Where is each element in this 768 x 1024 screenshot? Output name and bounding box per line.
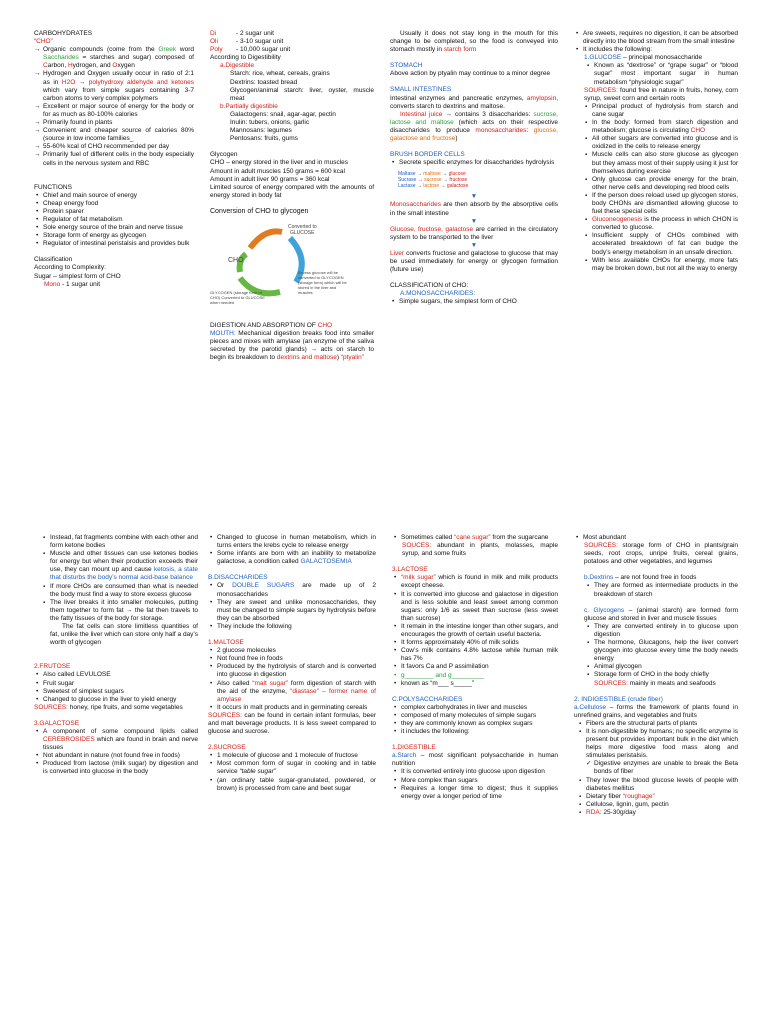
list-item: • Changed to glucose in the liver to yield energy: [43, 696, 198, 704]
list-item: → Convenient and cheaper source of calories 80% (source in low income families_: [43, 127, 194, 143]
list-item: • composed of many molecules of simple sugars: [401, 712, 558, 720]
paragraph: Usually it does not stay long in the mouth for this change to be completed, so the food is conveyed into stomach mostly in starch form: [390, 30, 558, 54]
text-line: Galactogens: snail, agar-agar, pectin: [230, 110, 336, 118]
equation-row: Lactase → lactose → galactose: [398, 183, 469, 190]
list: [392, 704, 558, 736]
list: [208, 752, 376, 792]
list-item: ▪ If more CHOs are consumed than what is needed the body must find a way to store excess glucose: [50, 583, 198, 599]
list-item: ▪ They lower the blood glucose levels of people with diabetes mellitus: [586, 777, 738, 793]
column-8: [574, 534, 738, 817]
column-6: [208, 534, 376, 793]
list: [392, 534, 558, 542]
equation-row: Maltase → maltose → glucose: [398, 171, 466, 178]
diagram-label-converted: Converted to: [288, 223, 317, 230]
list-item: • they are commonly known as complex sugars: [401, 720, 558, 728]
list-item: → Hydrogen and Oxygen usually occur in ratio of 2:1 as in H2O → polyhydroxy aldehyde and ketones which vary from simple sugars containing 3-7 carbon atoms to very complex polymers: [43, 70, 194, 102]
subheading: 3.LACTOSE: [392, 566, 428, 574]
paragraph: Monosaccharides are then absorb by the absorptive cells in the small intestine: [390, 201, 558, 217]
functions-heading: FUNCTIONS: [34, 183, 72, 191]
paragraph: SOURCES: can be found in certain infant formulas, beer and malt beverage products. It is less sweet compared to glucose and sucrose.: [208, 711, 376, 736]
text-line: Mannosans: legumes: [230, 127, 292, 135]
list: [390, 159, 558, 167]
list-item: → Excellent or major source of energy for the body or for as much as 80-100% calories: [43, 103, 194, 119]
list-item: • it includes the following:: [401, 728, 558, 736]
list: [392, 574, 558, 687]
list-item: • complex carbohydrates in liver and muscles: [401, 704, 558, 712]
list-item: • (an ordinary table sugar-granulated, powdered, or brown) is processed from cane and beet sugar: [217, 777, 376, 793]
list-item: ▪ Muscle cells can also store glucose as glycogen but they amass most of their supply using it just for themselves during exercise: [592, 151, 738, 175]
subtitle: “CHO”: [34, 38, 53, 46]
subheading: 1.DIGESTIBLE: [392, 744, 436, 752]
diagram-label-glucose: GLUCOSE: [290, 229, 315, 236]
subheading: a.Digestible: [220, 62, 254, 70]
list-item: • It remain in the intestine longer than other sugars, and encourages the growth of certain useful bacteria.: [401, 623, 558, 639]
paragraph: Intestinal enzymes and pancreatic enzymes, amylopsin, converts starch to dextrins and maltose.: [390, 94, 558, 110]
subheading: B.DISACCHARIDES: [208, 574, 268, 582]
list-item: • They are sweet and unlike monosaccharides, they must be changed to simple sugars by hydrolysis before they can be absorbed: [217, 599, 376, 623]
list-item: • Secrete specific enzymes for disaccharides hydrolysis: [399, 159, 558, 167]
list: [34, 728, 198, 777]
list-item: → 55-60% kcal of CHO recommended per day: [43, 143, 194, 151]
section-title: CARBOHYDRATES: [34, 30, 93, 37]
column-4: [574, 30, 738, 273]
list-item: ▪ The liver breaks it into smaller molecules, putting them together to form fat → the fat then travels to the fatty tissues of the body for storage.: [50, 599, 198, 623]
subheading: 1.MALTOSE: [208, 639, 244, 647]
list-item: ▪ Dietary fiber “roughage”: [586, 793, 738, 801]
diagram-label-cho: CHO: [228, 256, 244, 264]
list-item: • Regulator of intestinal peristalsis and provides bulk: [43, 240, 194, 248]
subheading: CLASSIFICATION of CHO:: [390, 282, 469, 290]
text-line: Dextrins: toasted bread: [230, 78, 298, 86]
list-item: • Also called “malt sugar” form digestion of starch with the aid of the enzyme, “diastase” – former name of amylase: [217, 680, 376, 704]
text-line: Amount in adult liver 90 grams = 360 kcal: [210, 175, 330, 183]
list-item: ▪ Muscle and other tissues can use ketones bodies for energy but when their production exceeds their use, they can mount up and cause ketosis, a state that disturbs the body’s normal acid-base balance: [50, 550, 198, 582]
diagram-label-right: Excess glucose will be converted to GLYCOGEN (storage form) which will be stored in the liver and muscles: [298, 269, 347, 295]
paragraph: The fat cells can store limitless quantities of fat, unlike the liver which can store only half a day’s worth of glycogen: [50, 623, 198, 647]
list: [574, 623, 738, 680]
list: [392, 768, 558, 800]
functions-list: [34, 192, 194, 249]
text-line: CHO – energy stored in the liver and in muscles: [210, 159, 349, 167]
paragraph: SOURCES: storage form of CHO in plants/grain seeds, root crops, unripe fruits, cereal grains, potatoes and other vegetables, and legumes: [584, 542, 738, 566]
text-line: Limited source of energy compared with the amounts of energy stored in body fat: [210, 183, 374, 199]
text-line: Starch: rice, wheat, cereals, grains: [230, 70, 330, 78]
list-item: • Not abundant in nature (not found free in foods): [43, 752, 198, 760]
text-line: Glycogen/animal starch: liver, oyster, muscle meat: [230, 86, 374, 102]
list-item: • Protein sparer: [43, 208, 194, 216]
subheading: b.Partially digestible: [220, 102, 278, 110]
text-line: Sugar – simplest form of CHO: [34, 272, 121, 280]
list-item: ▪ Gluconeogenesis is the process in which CHON is converted to glucose.: [592, 216, 738, 232]
list-item: ▪ Instead, fat fragments combine with each other and form ketone bodies: [50, 534, 198, 550]
equation-row: Sucrase → sucrose → fructose: [398, 177, 468, 184]
diagram-title: Conversion of CHO to glycogen: [210, 207, 309, 215]
list: [574, 30, 738, 54]
text-line: Amount in adult muscles 150 grams = 600 kcal: [210, 167, 345, 175]
list-item: • They include the following: [217, 623, 376, 631]
paragraph: c. Glycogens – (animal starch) are formed form glucose and stored in liver and muscle tissues: [584, 606, 738, 622]
list-item: • known as “m___ s_____”: [401, 680, 558, 688]
arrow-list: [34, 46, 194, 167]
paragraph: SOURCES: mainly in meats and seafoods: [594, 679, 716, 687]
list-item: ▪ With less available CHOs for energy, more fats may be broken down, but not all the way to energy: [592, 257, 738, 273]
list-item: • Sweetest of simplest sugars: [43, 688, 198, 696]
paragraph: MOUTH: Mechanical digestion breaks food into smaller pieces and mixes with amylase (an enzyme of the saliva secreted by the parotid glands) → acts on starch to begin its breakdown to dextrins and maltose) “ptyalin”: [210, 330, 374, 362]
list: [34, 671, 198, 703]
list-item: • 2 glucose molecules: [217, 647, 376, 655]
subheading: BRUSH BORDER CELLS: [390, 151, 465, 159]
section-heading: DIGESTION AND ABSORPTION OF CHO: [210, 321, 333, 329]
list-item: → Organic compounds (come from the Greek word Saccharides = starches and sugar) composed of Carbon, Hydrogen, and Oxygen: [43, 46, 194, 70]
subheading: 2. INDIGESTIBLE (crude fiber): [574, 695, 663, 703]
list-item: • 1 molecule of glucose and 1 molecule of fructose: [217, 752, 376, 760]
subheading: C.POLYSACCHARIDES: [392, 695, 463, 703]
list-item: • Cheap energy food: [43, 200, 194, 208]
list-item: • Requires a longer time to digest; thus it supplies energy over a longer period of time: [401, 785, 558, 801]
text-line: Mono - 1 sugar unit: [44, 280, 101, 288]
down-arrow-icon: ▼: [470, 217, 478, 225]
text-line: Inulin: tubers, onions, garlic: [230, 119, 310, 127]
list: [574, 103, 738, 273]
list-item: • Are sweets, requires no digestion, it can be absorbed directly into the blood stream from the small intestine: [583, 30, 738, 46]
list-item: • Produced from lactose (milk sugar) by digestion and is converted into glucose in the body: [43, 760, 198, 776]
subheading: SMALL INTESTINES: [390, 86, 452, 94]
list-item: • It favors Ca and P assimilation: [401, 663, 558, 671]
subheading: A.MONOSACCHARIDES:: [400, 290, 476, 298]
down-arrow-icon: ▼: [470, 241, 478, 249]
column-7: [392, 534, 558, 801]
column-3: [390, 30, 558, 307]
list-item: ✓ Digestive enzymes are unable to break the Beta bonds of fiber: [594, 760, 738, 776]
text-line: Oli - 3-10 sugar unit: [210, 38, 284, 46]
list: [208, 582, 376, 631]
list-item: • Chief and main source of energy: [43, 192, 194, 200]
paragraph: Above action by ptyalin may continue to a minor degree: [390, 70, 551, 78]
list-item: ▪ Only glucose can provide energy for the brain, other nerve cells and developing red blood cells: [592, 176, 738, 192]
list-item: ▪ RDA: 25-30g/day: [586, 809, 738, 817]
list-item: • Produced by the hydrolysis of starch and is converted into glucose in digestion: [217, 663, 376, 679]
list: [574, 720, 738, 817]
list-item: • Most common form of sugar in cooking and in table service “table sugar”: [217, 760, 376, 776]
down-arrow-icon: ▼: [470, 193, 478, 201]
paragraph: SOURCES: honey, ripe fruits, and some vegetables: [34, 703, 183, 711]
list-item: • Fruit sugar: [43, 680, 198, 688]
list-item: • Not found free in foods: [217, 655, 376, 663]
column-5: [34, 534, 198, 777]
list-item: ▪ The hormone, Glucagons, help the liver convert glycogen into glucose every time the body needs energy: [594, 639, 738, 663]
list-item: • It occurs in malt products and in germinating cereals: [217, 704, 376, 712]
list-item: • Or DOUBLE SUGARS are made up of 2 monosaccharides: [217, 582, 376, 598]
list: [390, 298, 558, 306]
list-item: • Sole energy source of the brain and nerve tissue: [43, 224, 194, 232]
list: [574, 534, 738, 542]
list-item: • More complex than sugars: [401, 777, 558, 785]
paragraph: Glucose, fructose, galactose are carried in the circulatory system to be transported to the liver: [390, 225, 558, 241]
paragraph: a.Starch – most significant polysaccharide in human nutrition: [392, 752, 558, 768]
subheading: 2.SUCROSE: [208, 744, 246, 752]
list-item: ▪ Cellulose, lignin, gum, pectin: [586, 801, 738, 809]
text-line: Pentosans: fruits, gums: [230, 135, 298, 143]
list-item: ▪ Animal glycogen: [594, 663, 738, 671]
list-item: • g________ and g_________: [401, 672, 558, 680]
text-line: According to Digestibility: [210, 54, 281, 62]
text-line: Di - 2 sugar unit: [210, 30, 274, 37]
subheading: 3.GALACTOSE: [34, 719, 80, 727]
list-item: • Regulator of fat metabolism: [43, 216, 194, 224]
cho-glycogen-cycle-diagram: [210, 220, 350, 316]
list-item: • Storage form of energy as glycogen: [43, 232, 194, 240]
list-item: ▪ In the body: formed from starch digestion and metabolism; glucose is circulating CHO: [592, 119, 738, 135]
column-1: [34, 30, 194, 289]
paragraph: Liver converts fructose and galactose to glucose that may be used immediately for energy or glycogen formation (future use): [390, 249, 558, 274]
list-item: • “milk sugar” which is found in milk and milk products except cheese.: [401, 574, 558, 590]
list-item: → Primarily found in plants: [43, 119, 194, 127]
list-item: ▪ Principal product of hydrolysis from starch and cane sugar: [592, 103, 738, 119]
list-item: • Some infants are born with an inability to metabolize galactose, a condition called GALACTOSEMIA: [217, 550, 376, 566]
text-line: Glycogen: [210, 151, 238, 159]
list-item: • Also called LEVULOSE: [43, 671, 198, 679]
list: [574, 62, 738, 86]
list-item: • Most abundant: [583, 534, 738, 542]
column-2: [210, 30, 374, 362]
list-item: ▪ They are converted entirely in to glucose upon digestion: [594, 623, 738, 639]
classification-heading: Classification: [34, 256, 73, 264]
list: [208, 647, 376, 712]
list-item: • Simple sugars, the simplest form of CHO: [399, 298, 558, 306]
list-item: • Sometimes called “cane sugar” from the sugarcane: [401, 534, 558, 542]
subheading: b.Dextrins – are not found free in foods: [584, 574, 697, 582]
paragraph: a.Cellulose – forms the framework of plants found in unrefined grains, and vegetables and fruits: [574, 703, 738, 719]
paragraph: SOURCES: found free in nature in fruits, honey, corn syrup, sweet corn and certain roots: [584, 86, 738, 102]
subheading: 1.GLUCOSE – principal monosaccharide: [584, 54, 703, 62]
list-item: ▪ Storage form of CHO in the body chiefly: [594, 671, 738, 679]
list: [34, 534, 198, 623]
list-item: ▪ Known as “dextrose” or “grape sugar” or “blood sugar” most important sugar in human metabolism “physiologic sugar”: [594, 62, 738, 86]
list-item: ▪ All other sugars are converted into glucose and is oxidized in the cells to release energy: [592, 135, 738, 151]
list: [574, 582, 738, 598]
paragraph: Intestinal juice → contains 3 disaccharides: sucrose, lactose and maltose (which acts on their respective disaccharides to produce monosaccharides: glucose, galactose and fructose): [390, 110, 559, 143]
enzyme-equations: [390, 171, 558, 189]
list-item: • It forms approximately 40% of milk solids: [401, 639, 558, 647]
list-item: • A component of some compound lipids called CEREBROSIDES which are found in brain and nerve tissues: [43, 728, 198, 752]
list-item: • Cow’s milk contains 4.8% lactose while human milk has 7%: [401, 647, 558, 663]
list-item: • Changed to glucose in human metabolism, which in turns enters the krebs cycle to release energy: [217, 534, 376, 550]
list: [208, 534, 376, 566]
diagram-label-left: GLYCOGEN (storage form of CHO) Converted to GLUCOSE when needed: [210, 289, 265, 305]
list-item: • It includes the following:: [583, 46, 738, 54]
list-item: ▪ Insufficient supply of CHOs combined with accelerated breakdown of fat can budge the body’s energy metabolism in an unsafe direction.: [592, 232, 738, 256]
list-item: ▪ If the person does reload used up glycogen stores, body CHONs are dismantled allowing glucose to fuel these special cells: [592, 192, 738, 216]
list-item: → Primarily fuel of different cells in the body especially cells in the nervous system and RBC: [43, 151, 194, 167]
list-item: ▪ They are formed as intermediate products in the breakdown of starch: [594, 582, 738, 598]
list-item: • It is converted entirely into glucose upon digestion: [401, 768, 558, 776]
paragraph: SOUCES: abundant in plants, molasses, maple syrup, and some fruits: [402, 542, 558, 558]
list-item: ▪ Fibers are the structural parts of plants: [586, 720, 738, 728]
text-line: Poly - 10,000 sugar unit: [210, 46, 291, 54]
subheading: 2.FRUTOSE: [34, 663, 71, 671]
subheading: STOMACH: [390, 62, 423, 70]
text-line: According to Complexity:: [34, 264, 106, 272]
list-item: ▪ It is non-digestible by humans; no specific enzyme is present but provides important bulk in the diet which helps more digestive food mass along and stimulates peristalsis.: [586, 728, 738, 760]
list-item: • It is converted into glucose and galactose in digestion and is less soluble and least sweet among common sugars: only 1/6 as sweet than sucrose (less sweet than sucrose): [401, 591, 558, 623]
arrow-cho-to-glucose: [250, 231, 282, 248]
